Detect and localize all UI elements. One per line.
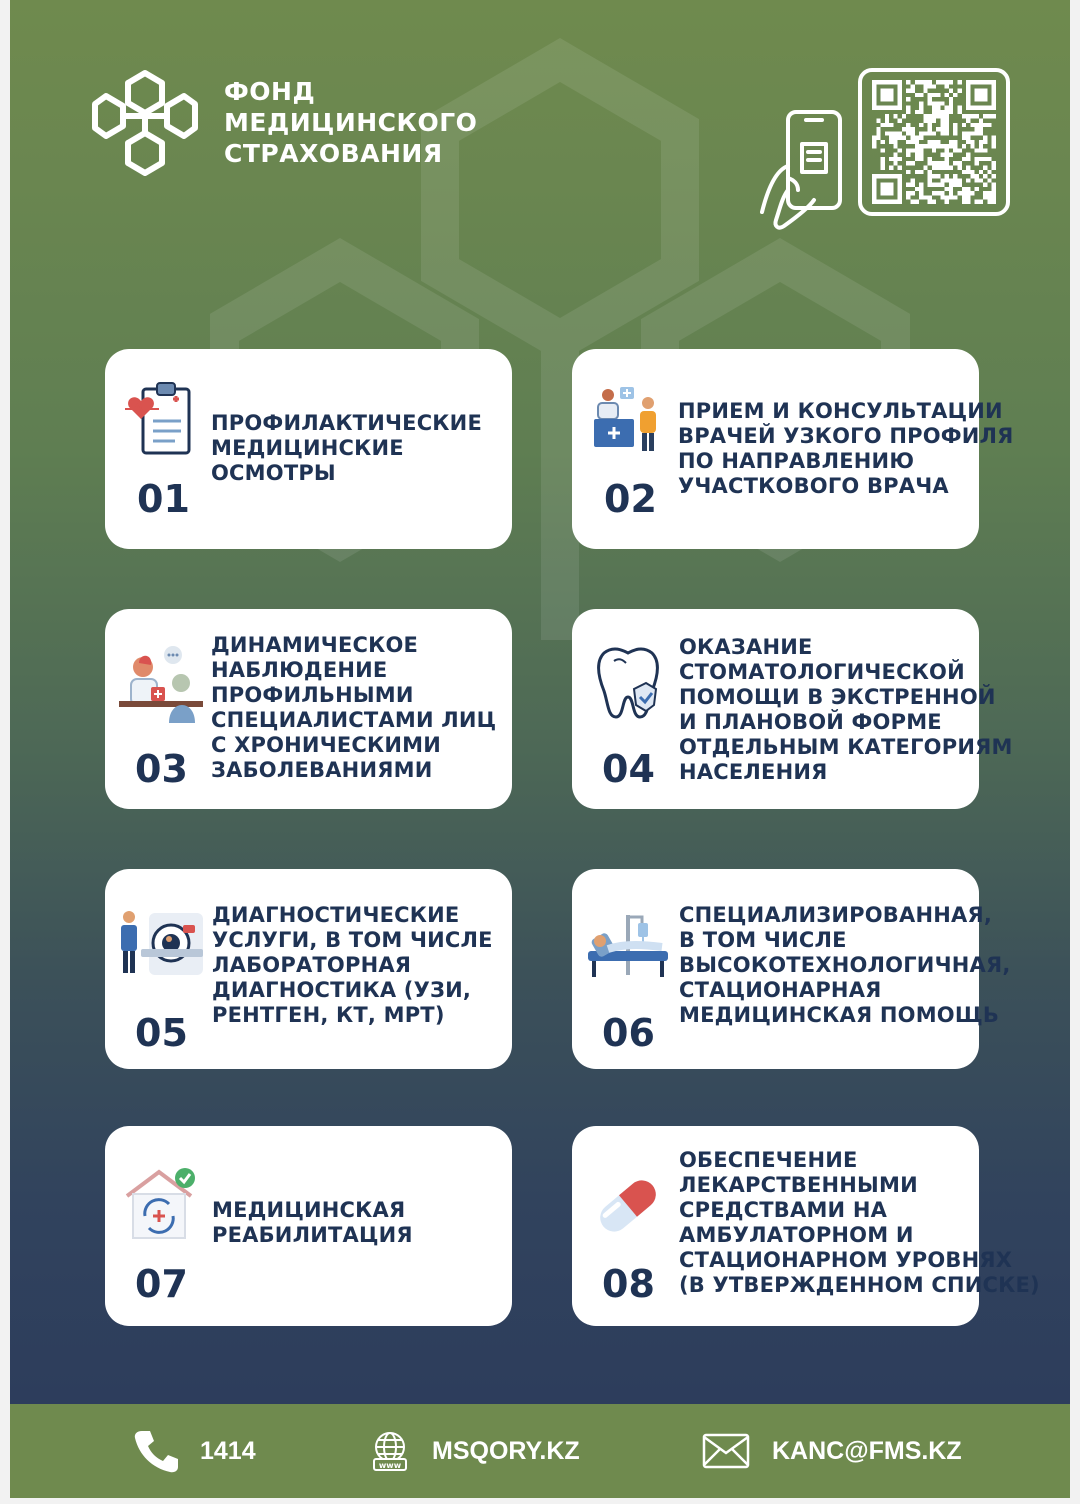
card-text-line: СРЕДСТВАМИ НА [679,1198,888,1222]
card-text-line: РЕНТГЕН, КТ, МРТ) [212,1003,445,1027]
envelope-icon [702,1433,750,1469]
card-number: 07 [135,1262,188,1306]
phone-icon [134,1429,178,1473]
card-text-line: В ТОМ ЧИСЛЕ [679,928,847,952]
card-text-line: С ХРОНИЧЕСКИМИ [211,733,442,757]
card-text [212,1198,413,1248]
card-text-line: ДИНАМИЧЕСКОЕ [211,633,419,657]
card-text [678,399,1014,499]
hospital-bed-icon [586,913,670,985]
card-text-line: ОКАЗАНИЕ [679,635,813,659]
service-card-01 [105,349,512,549]
card-text [679,635,1013,785]
card-text-line: ДИАГНОСТИКА (УЗИ, [212,978,472,1002]
service-card-02 [572,349,1014,549]
rehabilitation-icon [123,1168,203,1242]
card-text-line: НАСЕЛЕНИЯ [679,760,828,784]
card-number: 01 [137,477,190,521]
globe-www-icon [370,1431,410,1471]
card-text-line: ОБЕСПЕЧЕНИЕ [679,1148,858,1172]
card-text-line: РЕАБИЛИТАЦИЯ [212,1223,413,1247]
card-text-line: ЗАБОЛЕВАНИЯМИ [211,758,433,782]
card-text-line: ЛАБОРАТОРНАЯ [212,953,412,977]
org-name-line: СТРАХОВАНИЯ [224,139,443,168]
card-text-line: МЕДИЦИНСКИЕ [211,436,404,460]
svg-text:www: www [378,1461,402,1470]
card-number: 08 [602,1262,655,1306]
phone-contact[interactable] [134,1404,256,1498]
card-number: 02 [604,477,657,521]
card-text-line: ПРОФИЛЬНЫМИ [211,683,414,707]
card-text-line: И ПЛАНОВОЙ ФОРМЕ [679,710,942,734]
card-number: 05 [135,1011,188,1055]
mri-scanner-icon [119,909,205,983]
tooth-icon [594,645,662,721]
card-text-line: СТОМАТОЛОГИЧЕСКОЙ [679,660,965,684]
card-text-line: СПЕЦИАЛИЗИРОВАННАЯ, [679,903,993,927]
contact-footer [10,1404,1070,1498]
card-text-line: ПРОФИЛАКТИЧЕСКИЕ [211,411,482,435]
phone-scan-icon [758,108,848,236]
website-link[interactable] [370,1404,580,1498]
card-number: 03 [135,747,188,791]
card-text [212,903,493,1028]
card-text-line: (В УТВЕРЖДЕННОМ СПИСКЕ) [679,1273,1040,1297]
org-name-line: ФОНД [224,77,316,106]
card-text [679,903,1011,1028]
card-text [211,633,496,783]
service-card-03 [105,609,512,809]
service-card-06 [572,869,1011,1069]
card-text-line: УСЛУГИ, В ТОМ ЧИСЛЕ [212,928,493,952]
card-text [211,411,482,486]
qr-code[interactable] [858,68,1010,216]
card-text-line: ОТДЕЛЬНЫМ КАТЕГОРИЯМ [679,735,1013,759]
qr-code-pattern [870,80,998,204]
email-link[interactable] [702,1404,962,1498]
service-card-04 [572,609,1013,809]
pill-capsule-icon [590,1170,666,1242]
card-text-line: ПОМОЩИ В ЭКСТРЕННОЙ [679,685,996,709]
phone-number: 1414 [200,1436,256,1465]
card-text-line: ОСМОТРЫ [211,461,336,485]
doctor-patient-icon [119,643,203,727]
poster [10,0,1070,1498]
service-card-08 [572,1126,1040,1326]
card-text-line: УЧАСТКОВОГО ВРАЧА [678,474,949,498]
service-card-07 [105,1126,512,1326]
card-text-line: ПРИЕМ И КОНСУЛЬТАЦИИ [678,399,1003,423]
card-number: 04 [602,747,655,791]
card-text-line: ПО НАПРАВЛЕНИЮ [678,449,915,473]
org-name-line: МЕДИЦИНСКОГО [224,108,478,137]
card-text-line: ВЫСОКОТЕХНОЛОГИЧНАЯ, [679,953,1011,977]
service-card-05 [105,869,512,1069]
card-text-line: ЛЕКАРСТВЕННЫМИ [679,1173,918,1197]
card-text [679,1148,1040,1298]
website-url: MSQORY.KZ [432,1436,580,1465]
card-text-line: АМБУЛАТОРНОМ И [679,1223,914,1247]
card-text-line: ДИАГНОСТИЧЕСКИЕ [212,903,460,927]
card-text-line: МЕДИЦИНСКАЯ ПОМОЩЬ [679,1003,1000,1027]
doctor-consultation-icon [592,385,662,457]
card-text-line: МЕДИЦИНСКАЯ [212,1198,406,1222]
org-name [224,76,477,169]
email-address: KANC@FMS.KZ [772,1436,962,1465]
clipboard-heart-icon [125,379,197,459]
card-text-line: СПЕЦИАЛИСТАМИ ЛИЦ [211,708,497,732]
card-text-line: НАБЛЮДЕНИЕ [211,658,388,682]
fund-logo-icon [92,68,198,178]
card-text-line: СТАЦИОНАРНОМ УРОВНЯХ [679,1248,1013,1272]
card-text-line: ВРАЧЕЙ УЗКОГО ПРОФИЛЯ [678,424,1014,448]
card-number: 06 [602,1011,655,1055]
card-text-line: СТАЦИОНАРНАЯ [679,978,882,1002]
